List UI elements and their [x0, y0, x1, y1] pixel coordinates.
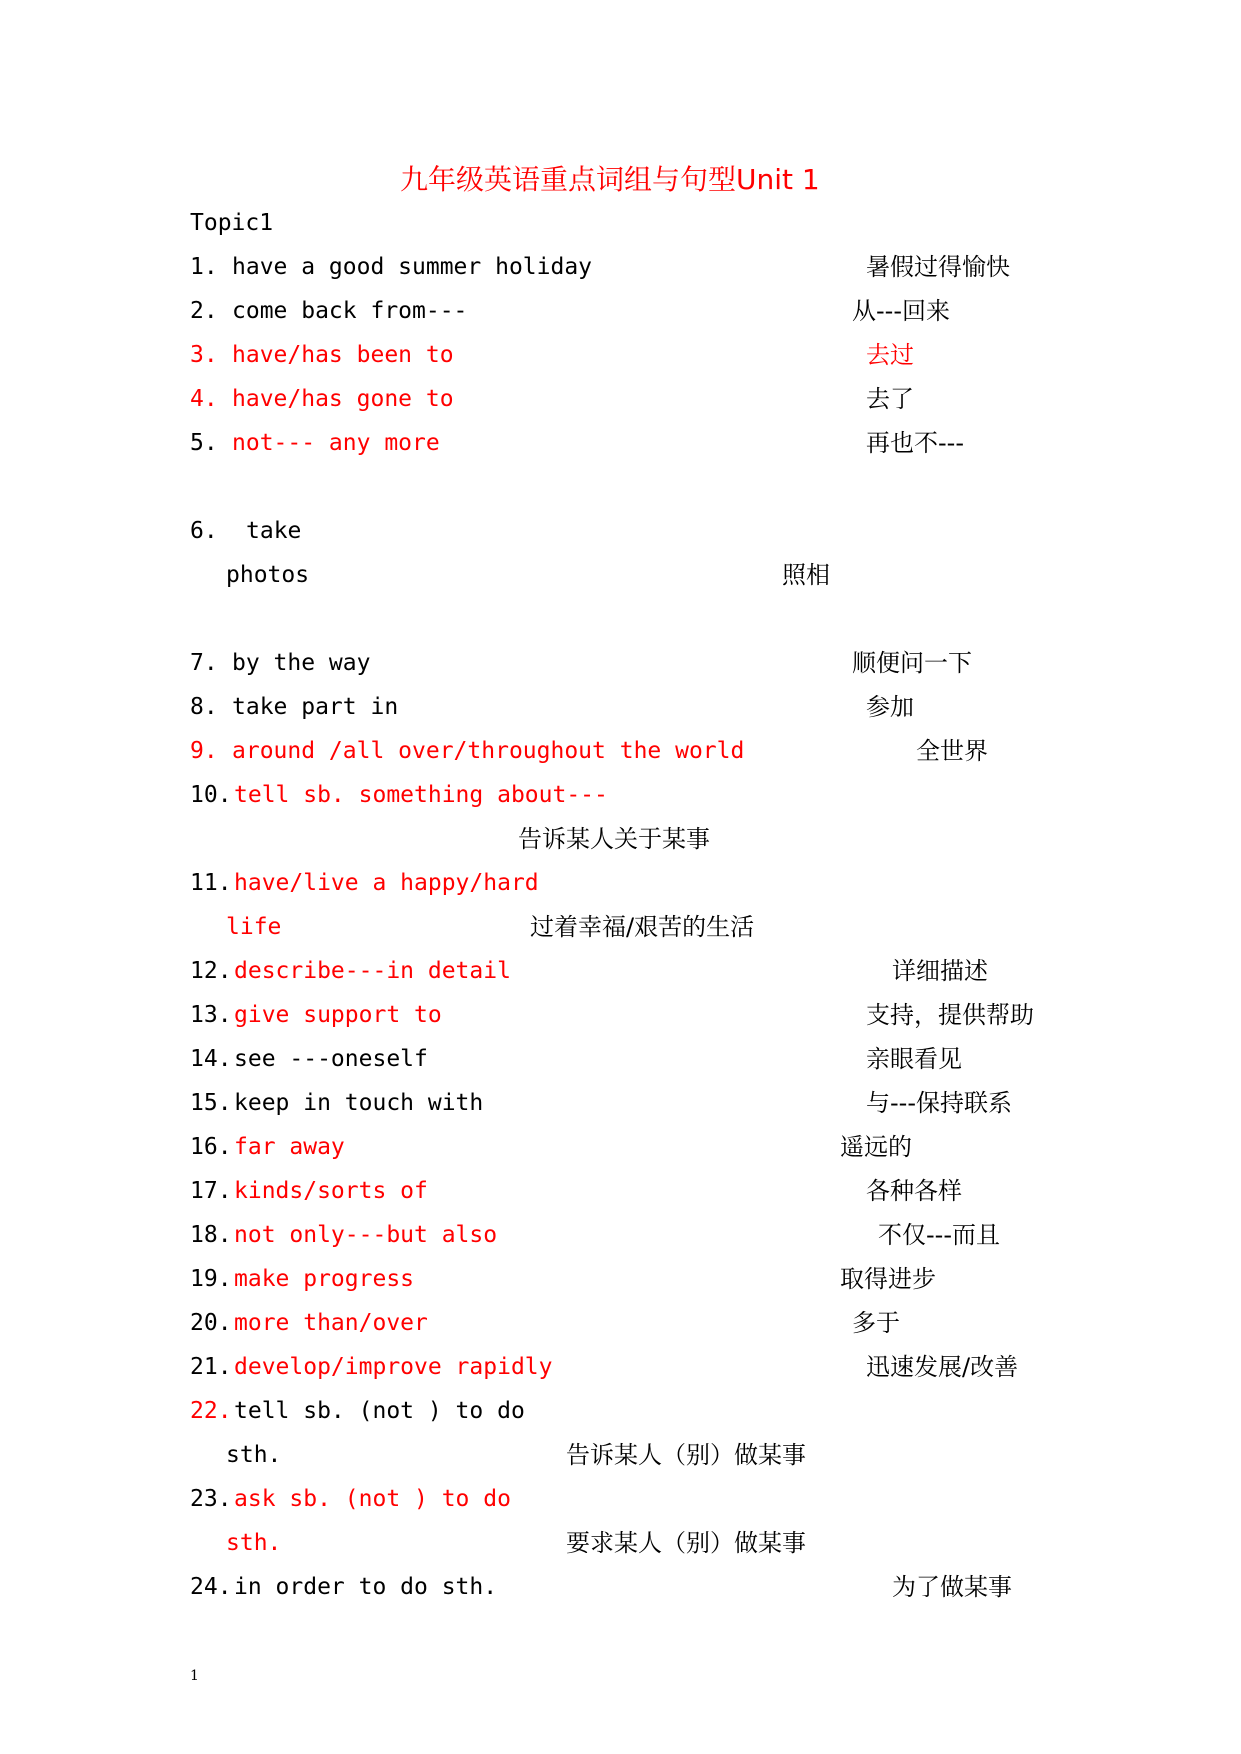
item-english: around /all over/throughout the world [232, 738, 745, 764]
item-number: 15. [190, 1090, 232, 1116]
item-english-continued: life [226, 914, 282, 940]
item-number: 18. [190, 1222, 232, 1248]
item-chinese: 再也不--- [866, 429, 964, 457]
item-number: 24. [190, 1574, 232, 1600]
item-number: 14. [190, 1046, 232, 1072]
item-english: come back from--- [232, 298, 468, 324]
item-english: keep in touch with [234, 1090, 484, 1116]
item-english-continued: photos [226, 562, 310, 588]
item-chinese: 为了做某事 [892, 1573, 1012, 1601]
item-chinese: 不仅---而且 [878, 1221, 1000, 1249]
item-english: make progress [234, 1266, 415, 1292]
item-english: kinds/sorts of [234, 1178, 428, 1204]
item-chinese: 去过 [866, 341, 914, 369]
item-number: 9. [190, 738, 218, 764]
item-number: 16. [190, 1134, 232, 1160]
item-english: describe---in detail [234, 958, 511, 984]
item-number: 2. [190, 298, 218, 324]
item-chinese: 与---保持联系 [866, 1089, 1012, 1117]
item-number: 20. [190, 1310, 232, 1336]
item-number: 17. [190, 1178, 232, 1204]
item-english: more than/over [234, 1310, 428, 1336]
item-english: have/has been to [232, 342, 454, 368]
item-number: 21. [190, 1354, 232, 1380]
item-english: have/live a happy/hard [234, 870, 539, 896]
item-english: in order to do sth. [234, 1574, 498, 1600]
item-english: see ---oneself [234, 1046, 428, 1072]
item-chinese: 去了 [866, 385, 914, 413]
topic-heading: Topic1 [190, 210, 274, 236]
item-chinese: 全世界 [916, 737, 988, 765]
page-title: 九年级英语重点词组与句型Unit 1 [400, 163, 820, 196]
item-chinese: 照相 [782, 561, 830, 589]
item-number: 12. [190, 958, 232, 984]
item-chinese: 迅速发展/改善 [866, 1353, 1019, 1381]
item-chinese: 告诉某人关于某事 [518, 825, 710, 853]
item-chinese: 参加 [866, 693, 914, 721]
item-english: tell sb. something about--- [234, 782, 608, 808]
item-english: take part in [232, 694, 399, 720]
item-number: 11. [190, 870, 232, 896]
item-chinese: 多于 [852, 1309, 900, 1337]
item-english-continued: sth. [226, 1530, 282, 1556]
item-chinese: 详细描述 [892, 957, 988, 985]
item-number: 3. [190, 342, 218, 368]
item-chinese: 暑假过得愉快 [866, 253, 1010, 281]
item-number: 6. [190, 518, 218, 544]
item-english: not--- any more [232, 430, 440, 456]
item-chinese: 顺便问一下 [852, 649, 972, 677]
item-chinese: 告诉某人（别）做某事 [566, 1441, 806, 1469]
item-number: 19. [190, 1266, 232, 1292]
page-number: 1 [190, 1668, 199, 1684]
item-number: 7. [190, 650, 218, 676]
item-english: not only---but also [234, 1222, 498, 1248]
item-english: develop/improve rapidly [234, 1354, 553, 1380]
item-chinese: 各种各样 [866, 1177, 962, 1205]
item-number: 13. [190, 1002, 232, 1028]
item-chinese: 过着幸福/艰苦的生活 [530, 913, 755, 941]
item-number: 10. [190, 782, 232, 808]
item-chinese: 支持，提供帮助 [866, 1001, 1034, 1029]
item-number: 1. [190, 254, 218, 280]
item-number: 5. [190, 430, 218, 456]
item-chinese: 取得进步 [840, 1265, 936, 1293]
item-number: 4. [190, 386, 218, 412]
item-english: tell sb. (not ) to do [234, 1398, 525, 1424]
item-english: take [246, 518, 302, 544]
item-english: by the way [232, 650, 371, 676]
item-chinese: 亲眼看见 [866, 1045, 962, 1073]
item-english: ask sb. (not ) to do [234, 1486, 511, 1512]
item-english: give support to [234, 1002, 442, 1028]
item-english-continued: sth. [226, 1442, 282, 1468]
item-number: 22. [190, 1398, 232, 1424]
item-chinese: 遥远的 [840, 1133, 912, 1161]
item-chinese: 从---回来 [852, 297, 950, 325]
item-number: 8. [190, 694, 218, 720]
item-number: 23. [190, 1486, 232, 1512]
item-english: have/has gone to [232, 386, 454, 412]
item-english: far away [234, 1134, 345, 1160]
item-english: have a good summer holiday [232, 254, 593, 280]
item-chinese: 要求某人（别）做某事 [566, 1529, 806, 1557]
